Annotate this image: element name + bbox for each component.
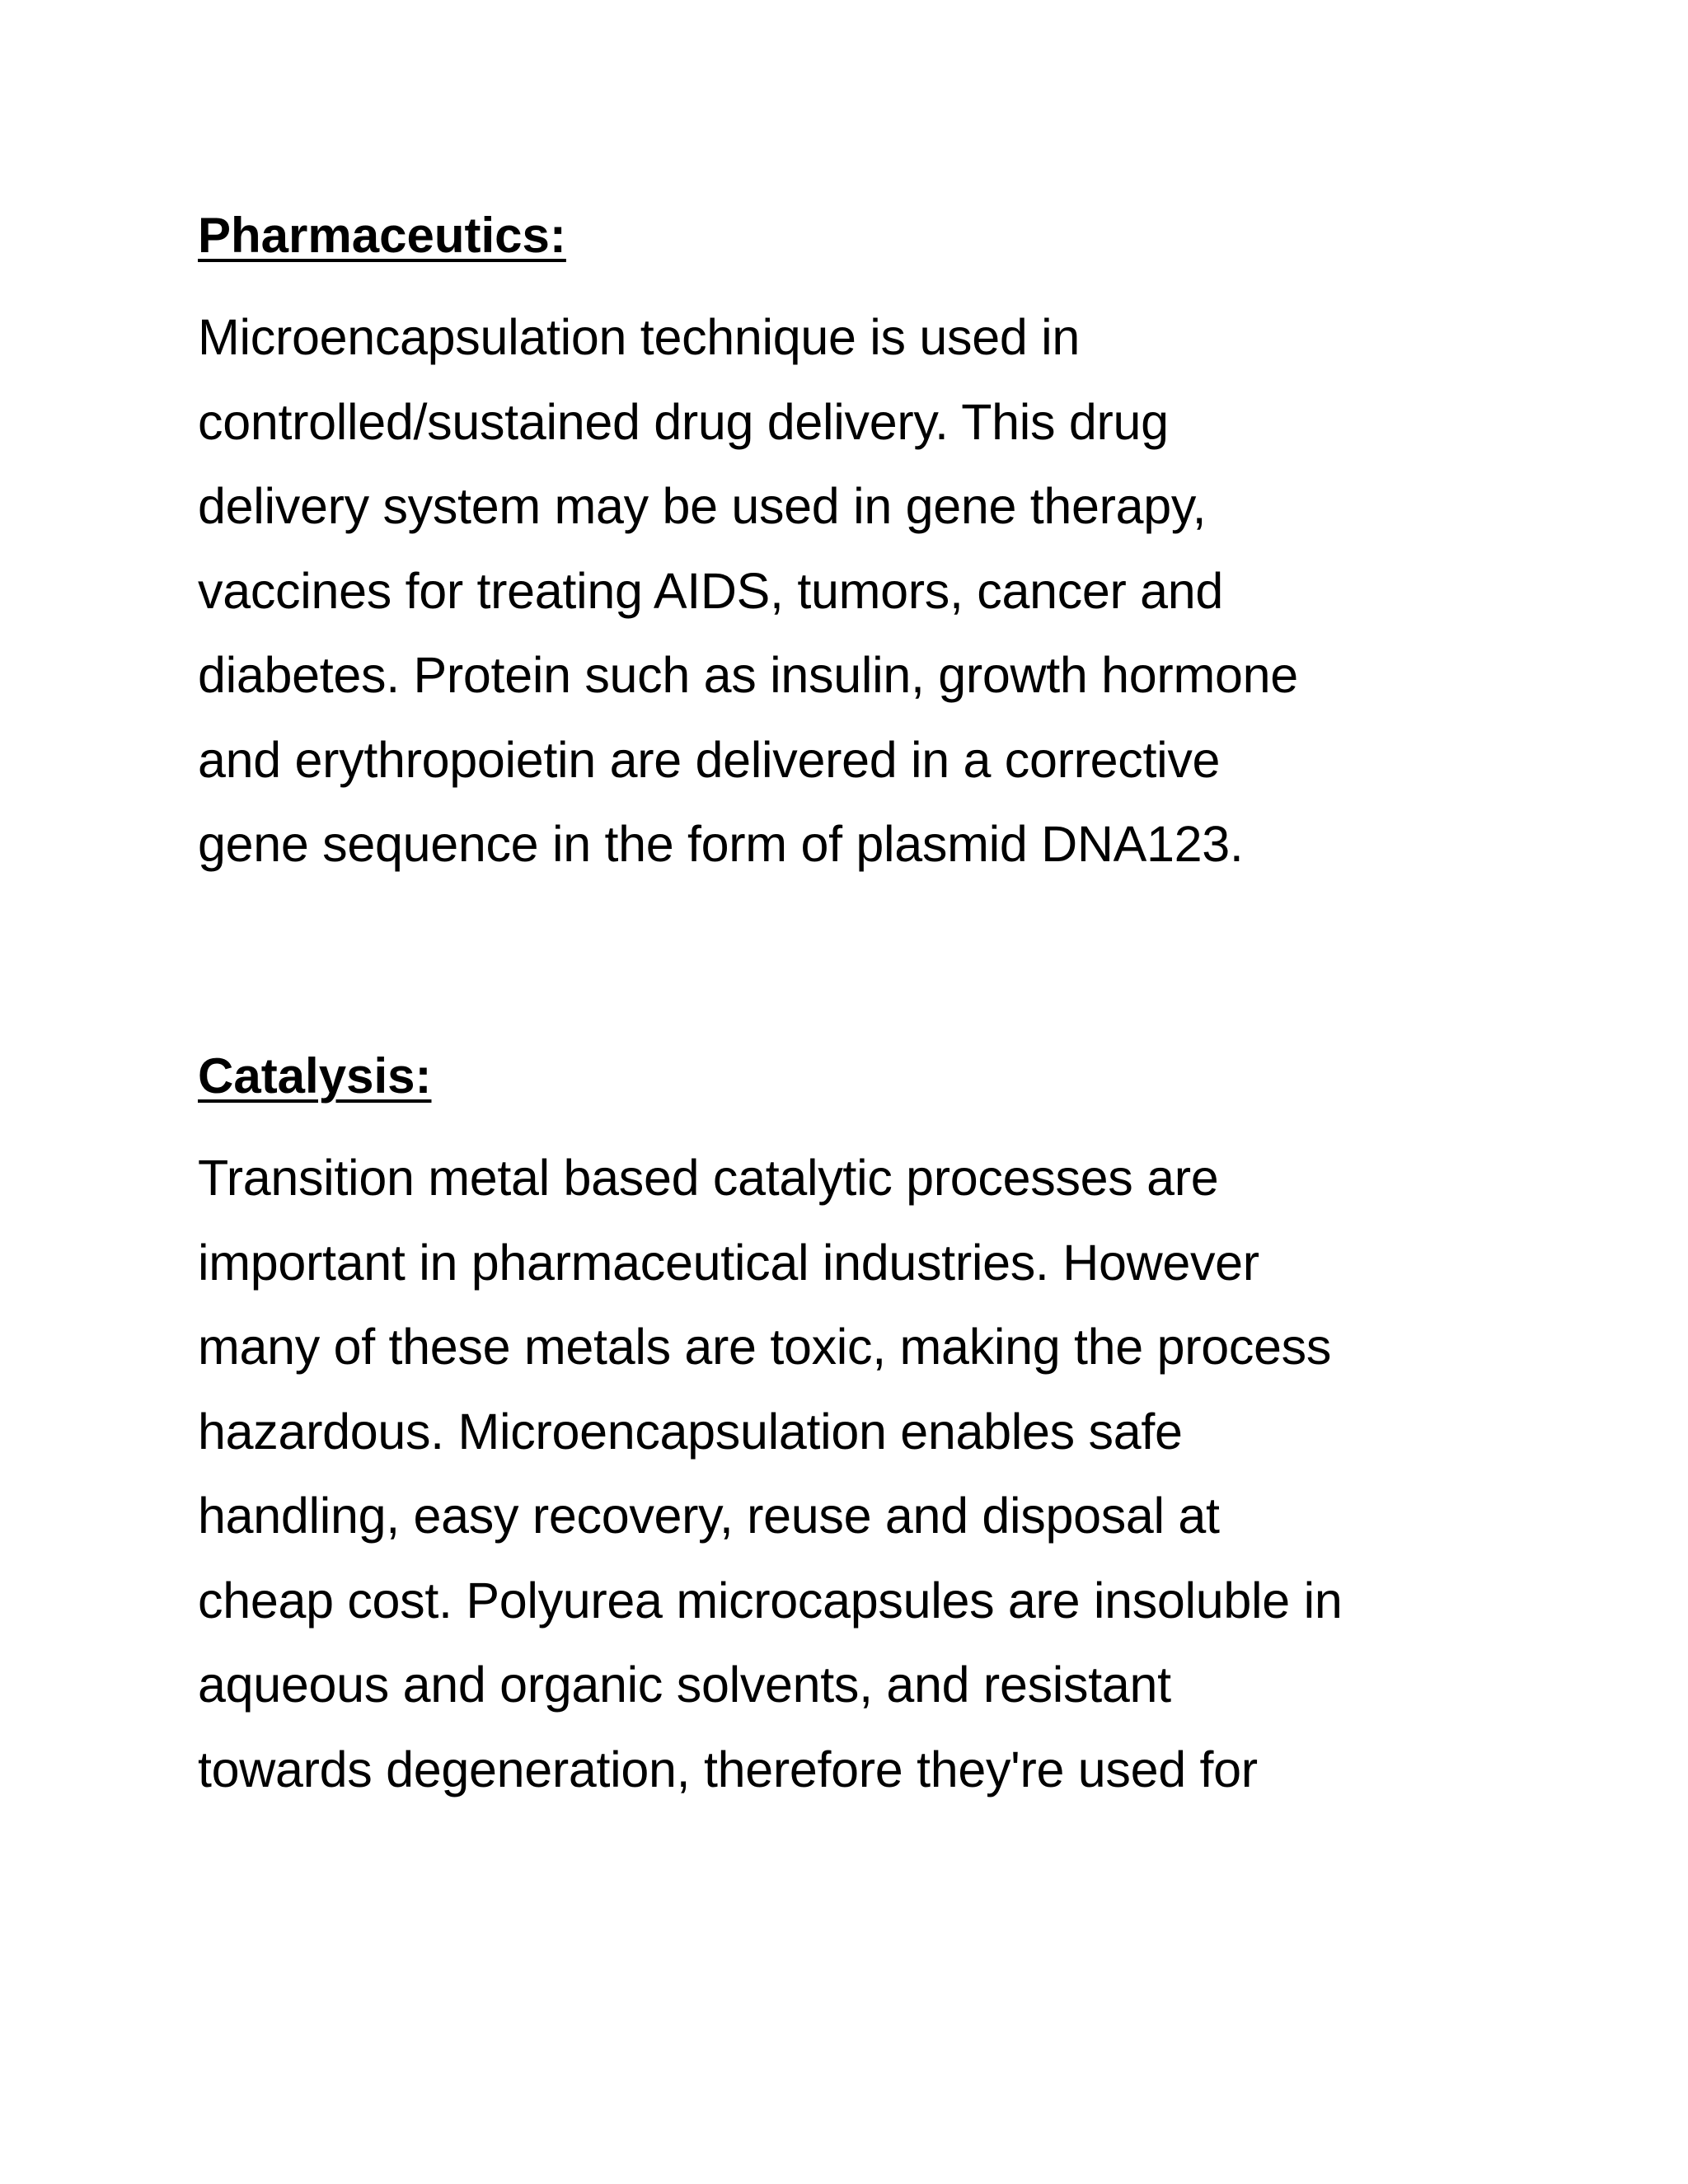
section-heading: Pharmaceutics: [198,208,566,263]
paragraph-line: cheap cost. Polyurea microcapsules are insoluble in [198,1572,1343,1629]
paragraph-line: controlled/sustained drug delivery. This drug [198,393,1169,450]
section-heading: Catalysis: [198,1048,432,1104]
section-pharmaceutics [198,204,1500,887]
paragraph-line: diabetes. Protein such as insulin, growth hormone [198,647,1298,703]
section-paragraph [198,1136,1500,1811]
paragraph-line: towards degeneration, therefore they're used for [198,1741,1258,1797]
paragraph-line: vaccines for treating AIDS, tumors, cancer and [198,562,1224,619]
paragraph-line: gene sequence in the form of plasmid DNA123. [198,816,1244,872]
paragraph-line: delivery system may be used in gene therapy, [198,478,1207,534]
paragraph-line: many of these metals are toxic, making the process [198,1319,1332,1375]
section-catalysis [198,1045,1500,1811]
paragraph-line: handling, easy recovery, reuse and disposal at [198,1488,1220,1544]
paragraph-line: and erythropoietin are delivered in a corrective [198,731,1221,788]
paragraph-line: important in pharmaceutical industries. However [198,1234,1259,1291]
paragraph-line: Transition metal based catalytic processes are [198,1150,1219,1206]
section-paragraph [198,295,1500,887]
paragraph-line: hazardous. Microencapsulation enables safe [198,1403,1183,1460]
paragraph-line: aqueous and organic solvents, and resistant [198,1657,1171,1713]
paragraph-line: Microencapsulation technique is used in [198,309,1081,365]
